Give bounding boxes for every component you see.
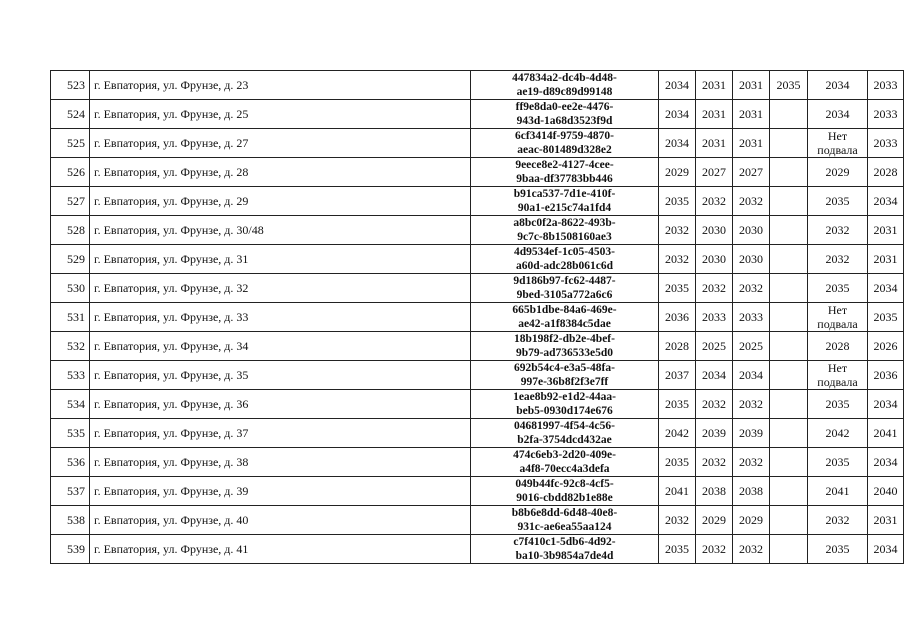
year-col-5 bbox=[808, 535, 868, 564]
year-col-2: 2031 bbox=[696, 129, 733, 158]
guid-line-1: 447834a2-dc4b-4d48- bbox=[512, 72, 617, 84]
guid-line-2: a4f8-70ecc4a3defa bbox=[519, 463, 610, 475]
table-row bbox=[51, 274, 904, 303]
year-col-1: 2034 bbox=[659, 100, 696, 129]
table-row bbox=[51, 100, 904, 129]
house-guid-cell bbox=[471, 506, 659, 535]
year-col-1: 2042 bbox=[659, 419, 696, 448]
year-col-5 bbox=[808, 477, 868, 506]
address-cell: г. Евпатория, ул. Фрунзе, д. 41 bbox=[90, 535, 471, 564]
table-row bbox=[51, 245, 904, 274]
year-col-6: 2034 bbox=[868, 274, 904, 303]
year-col-5 bbox=[808, 158, 868, 187]
year-col-2: 2031 bbox=[696, 71, 733, 100]
year-col-2: 2032 bbox=[696, 187, 733, 216]
address-cell: г. Евпатория, ул. Фрунзе, д. 28 bbox=[90, 158, 471, 187]
year-col-5-line-1: 2035 bbox=[825, 281, 850, 295]
year-col-1: 2034 bbox=[659, 129, 696, 158]
address-cell: г. Евпатория, ул. Фрунзе, д. 30/48 bbox=[90, 216, 471, 245]
year-col-2: 2032 bbox=[696, 535, 733, 564]
year-col-5-line-1: 2032 bbox=[825, 513, 850, 527]
year-col-3: 2032 bbox=[733, 535, 770, 564]
year-col-6: 2041 bbox=[868, 419, 904, 448]
table-row bbox=[51, 216, 904, 245]
row-number: 538 bbox=[51, 506, 90, 535]
year-col-6: 2034 bbox=[868, 187, 904, 216]
year-col-5-line-1: 2042 bbox=[825, 426, 850, 440]
year-col-1: 2032 bbox=[659, 245, 696, 274]
guid-line-1: 4d9534ef-1c05-4503- bbox=[514, 246, 615, 258]
house-guid-cell bbox=[471, 100, 659, 129]
address-cell: г. Евпатория, ул. Фрунзе, д. 32 bbox=[90, 274, 471, 303]
table-row bbox=[51, 448, 904, 477]
year-col-3: 2034 bbox=[733, 361, 770, 390]
year-col-4 bbox=[770, 303, 808, 332]
row-number: 535 bbox=[51, 419, 90, 448]
year-col-4 bbox=[770, 274, 808, 303]
year-col-6: 2034 bbox=[868, 535, 904, 564]
year-col-4 bbox=[770, 477, 808, 506]
year-col-5 bbox=[808, 419, 868, 448]
year-col-3: 2033 bbox=[733, 303, 770, 332]
year-col-1: 2037 bbox=[659, 361, 696, 390]
year-col-4 bbox=[770, 187, 808, 216]
house-guid-cell bbox=[471, 390, 659, 419]
guid-line-2: aeac-801489d328e2 bbox=[517, 144, 612, 156]
year-col-5-line-1: Нет bbox=[827, 303, 848, 317]
guid-line-2: beb5-0930d174e676 bbox=[516, 405, 613, 417]
row-number: 539 bbox=[51, 535, 90, 564]
year-col-4 bbox=[770, 535, 808, 564]
address-cell: г. Евпатория, ул. Фрунзе, д. 33 bbox=[90, 303, 471, 332]
year-col-3: 2031 bbox=[733, 100, 770, 129]
year-col-4 bbox=[770, 448, 808, 477]
house-guid-cell bbox=[471, 158, 659, 187]
year-col-6: 2034 bbox=[868, 390, 904, 419]
guid-line-2: 9bed-3105a772a6c6 bbox=[516, 289, 613, 301]
guid-line-1: 049b44fc-92c8-4cf5- bbox=[515, 478, 614, 490]
year-col-1: 2032 bbox=[659, 216, 696, 245]
year-col-3: 2032 bbox=[733, 274, 770, 303]
guid-line-2: 943d-1a68d3523f9d bbox=[516, 115, 613, 127]
address-cell: г. Евпатория, ул. Фрунзе, д. 27 bbox=[90, 129, 471, 158]
guid-line-1: c7f410c1-5db6-4d92- bbox=[513, 536, 616, 548]
year-col-4 bbox=[770, 129, 808, 158]
guid-line-1: b8b6e8dd-6d48-40e8- bbox=[511, 507, 618, 519]
address-cell: г. Евпатория, ул. Фрунзе, д. 38 bbox=[90, 448, 471, 477]
year-col-2: 2032 bbox=[696, 448, 733, 477]
year-col-5 bbox=[808, 71, 868, 100]
address-cell: г. Евпатория, ул. Фрунзе, д. 37 bbox=[90, 419, 471, 448]
year-col-5-line-1: 2028 bbox=[825, 339, 850, 353]
year-col-2: 2027 bbox=[696, 158, 733, 187]
year-col-5-line-1: 2035 bbox=[825, 397, 850, 411]
year-col-4: 2035 bbox=[770, 71, 808, 100]
house-guid-cell bbox=[471, 477, 659, 506]
guid-line-2: 931c-ae6ea55aa124 bbox=[517, 521, 612, 533]
year-col-6: 2040 bbox=[868, 477, 904, 506]
year-col-2: 2030 bbox=[696, 245, 733, 274]
year-col-3: 2031 bbox=[733, 71, 770, 100]
table-row bbox=[51, 332, 904, 361]
year-col-1: 2035 bbox=[659, 448, 696, 477]
year-col-4 bbox=[770, 390, 808, 419]
row-number: 524 bbox=[51, 100, 90, 129]
year-col-3: 2038 bbox=[733, 477, 770, 506]
row-number: 529 bbox=[51, 245, 90, 274]
year-col-1: 2035 bbox=[659, 390, 696, 419]
year-col-1: 2035 bbox=[659, 274, 696, 303]
year-col-5-line-2: подвала bbox=[817, 143, 858, 157]
table-row bbox=[51, 419, 904, 448]
year-col-5 bbox=[808, 245, 868, 274]
year-col-5 bbox=[808, 129, 868, 158]
year-col-5 bbox=[808, 274, 868, 303]
year-col-3: 2032 bbox=[733, 187, 770, 216]
year-col-2: 2038 bbox=[696, 477, 733, 506]
year-col-3: 2027 bbox=[733, 158, 770, 187]
housing-register-table bbox=[50, 70, 904, 564]
address-cell: г. Евпатория, ул. Фрунзе, д. 25 bbox=[90, 100, 471, 129]
year-col-3: 2030 bbox=[733, 245, 770, 274]
year-col-2: 2032 bbox=[696, 390, 733, 419]
year-col-2: 2032 bbox=[696, 274, 733, 303]
guid-line-1: 04681997-4f54-4c56- bbox=[514, 420, 615, 432]
year-col-3: 2032 bbox=[733, 390, 770, 419]
year-col-6: 2028 bbox=[868, 158, 904, 187]
house-guid-cell bbox=[471, 129, 659, 158]
year-col-6: 2035 bbox=[868, 303, 904, 332]
year-col-1: 2028 bbox=[659, 332, 696, 361]
guid-line-2: ae42-a1f8384c5dae bbox=[518, 318, 611, 330]
year-col-1: 2035 bbox=[659, 535, 696, 564]
year-col-3: 2039 bbox=[733, 419, 770, 448]
year-col-5-line-2: подвала bbox=[817, 317, 858, 331]
year-col-6: 2031 bbox=[868, 245, 904, 274]
year-col-5-line-1: 2029 bbox=[825, 165, 850, 179]
address-cell: г. Евпатория, ул. Фрунзе, д. 23 bbox=[90, 71, 471, 100]
guid-line-1: 9d186b97-fc62-4487- bbox=[513, 275, 616, 287]
year-col-6: 2034 bbox=[868, 448, 904, 477]
house-guid-cell bbox=[471, 71, 659, 100]
year-col-4 bbox=[770, 361, 808, 390]
table-body bbox=[51, 71, 904, 564]
table-row bbox=[51, 390, 904, 419]
year-col-2: 2033 bbox=[696, 303, 733, 332]
year-col-5-line-1: 2035 bbox=[825, 194, 850, 208]
year-col-5-line-1: 2035 bbox=[825, 455, 850, 469]
year-col-6: 2036 bbox=[868, 361, 904, 390]
address-cell: г. Евпатория, ул. Фрунзе, д. 39 bbox=[90, 477, 471, 506]
year-col-5 bbox=[808, 332, 868, 361]
year-col-3: 2031 bbox=[733, 129, 770, 158]
guid-line-1: 692b54c4-e3a5-48fa- bbox=[514, 362, 615, 374]
year-col-4 bbox=[770, 100, 808, 129]
year-col-5-line-1: Нет bbox=[827, 361, 848, 375]
year-col-1: 2035 bbox=[659, 187, 696, 216]
row-number: 530 bbox=[51, 274, 90, 303]
year-col-2: 2039 bbox=[696, 419, 733, 448]
row-number: 527 bbox=[51, 187, 90, 216]
table-row bbox=[51, 477, 904, 506]
year-col-6: 2031 bbox=[868, 216, 904, 245]
guid-line-2: 9c7c-8b1508160ae3 bbox=[517, 231, 612, 243]
address-cell: г. Евпатория, ул. Фрунзе, д. 40 bbox=[90, 506, 471, 535]
row-number: 528 bbox=[51, 216, 90, 245]
guid-line-1: ff9e8da0-ee2e-4476- bbox=[515, 101, 614, 113]
year-col-5 bbox=[808, 448, 868, 477]
row-number: 525 bbox=[51, 129, 90, 158]
house-guid-cell bbox=[471, 274, 659, 303]
year-col-5 bbox=[808, 303, 868, 332]
year-col-4 bbox=[770, 216, 808, 245]
house-guid-cell bbox=[471, 361, 659, 390]
guid-line-1: 665b1dbe-84a6-469e- bbox=[512, 304, 617, 316]
address-cell: г. Евпатория, ул. Фрунзе, д. 35 bbox=[90, 361, 471, 390]
table-row bbox=[51, 158, 904, 187]
guid-line-1: 9eece8e2-4127-4cee- bbox=[515, 159, 614, 171]
table-row bbox=[51, 535, 904, 564]
year-col-5 bbox=[808, 390, 868, 419]
row-number: 532 bbox=[51, 332, 90, 361]
address-cell: г. Евпатория, ул. Фрунзе, д. 31 bbox=[90, 245, 471, 274]
guid-line-1: 18b198f2-db2e-4bef- bbox=[514, 333, 615, 345]
year-col-5-line-1: 2032 bbox=[825, 252, 850, 266]
row-number: 533 bbox=[51, 361, 90, 390]
year-col-1: 2036 bbox=[659, 303, 696, 332]
year-col-6: 2033 bbox=[868, 100, 904, 129]
year-col-4 bbox=[770, 158, 808, 187]
address-cell: г. Евпатория, ул. Фрунзе, д. 29 bbox=[90, 187, 471, 216]
guid-line-1: a8bc0f2a-8622-493b- bbox=[513, 217, 616, 229]
year-col-5 bbox=[808, 506, 868, 535]
year-col-2: 2031 bbox=[696, 100, 733, 129]
year-col-2: 2029 bbox=[696, 506, 733, 535]
year-col-4 bbox=[770, 506, 808, 535]
guid-line-1: 1eae8b92-e1d2-44aa- bbox=[513, 391, 616, 403]
year-col-5-line-1: 2032 bbox=[825, 223, 850, 237]
year-col-6: 2026 bbox=[868, 332, 904, 361]
year-col-5 bbox=[808, 361, 868, 390]
guid-line-1: b91ca537-7d1e-410f- bbox=[513, 188, 616, 200]
year-col-2: 2034 bbox=[696, 361, 733, 390]
row-number: 531 bbox=[51, 303, 90, 332]
row-number: 526 bbox=[51, 158, 90, 187]
year-col-5-line-1: 2034 bbox=[825, 107, 850, 121]
guid-line-2: 9b79-ad736533e5d0 bbox=[515, 347, 614, 359]
year-col-2: 2025 bbox=[696, 332, 733, 361]
year-col-5 bbox=[808, 100, 868, 129]
year-col-5-line-1: 2035 bbox=[825, 542, 850, 556]
guid-line-2: b2fa-3754dcd432ae bbox=[517, 434, 612, 446]
year-col-1: 2029 bbox=[659, 158, 696, 187]
year-col-1: 2041 bbox=[659, 477, 696, 506]
row-number: 537 bbox=[51, 477, 90, 506]
guid-line-2: a60d-adc28b061c6d bbox=[515, 260, 614, 272]
year-col-3: 2025 bbox=[733, 332, 770, 361]
table-row bbox=[51, 187, 904, 216]
guid-line-2: 997e-36b8f2f3e7ff bbox=[520, 376, 609, 388]
guid-line-2: 9baa-df37783bb446 bbox=[516, 173, 613, 185]
address-cell: г. Евпатория, ул. Фрунзе, д. 34 bbox=[90, 332, 471, 361]
guid-line-1: 6cf3414f-9759-4870- bbox=[514, 130, 614, 142]
row-number: 534 bbox=[51, 390, 90, 419]
address-cell: г. Евпатория, ул. Фрунзе, д. 36 bbox=[90, 390, 471, 419]
year-col-1: 2034 bbox=[659, 71, 696, 100]
house-guid-cell bbox=[471, 419, 659, 448]
house-guid-cell bbox=[471, 216, 659, 245]
guid-line-1: 474c6eb3-2d20-409e- bbox=[513, 449, 616, 461]
row-number: 536 bbox=[51, 448, 90, 477]
year-col-1: 2032 bbox=[659, 506, 696, 535]
table-row bbox=[51, 129, 904, 158]
year-col-3: 2030 bbox=[733, 216, 770, 245]
year-col-5 bbox=[808, 216, 868, 245]
house-guid-cell bbox=[471, 303, 659, 332]
house-guid-cell bbox=[471, 245, 659, 274]
house-guid-cell bbox=[471, 448, 659, 477]
table-row bbox=[51, 303, 904, 332]
year-col-3: 2029 bbox=[733, 506, 770, 535]
year-col-5-line-1: 2041 bbox=[825, 484, 850, 498]
year-col-5 bbox=[808, 187, 868, 216]
house-guid-cell bbox=[471, 332, 659, 361]
row-number: 523 bbox=[51, 71, 90, 100]
year-col-5-line-2: подвала bbox=[817, 375, 858, 389]
year-col-4 bbox=[770, 332, 808, 361]
year-col-6: 2033 bbox=[868, 129, 904, 158]
year-col-4 bbox=[770, 245, 808, 274]
year-col-6: 2033 bbox=[868, 71, 904, 100]
guid-line-2: ba10-3b9854a7de4d bbox=[515, 550, 614, 562]
year-col-5-line-1: 2034 bbox=[825, 78, 850, 92]
year-col-3: 2032 bbox=[733, 448, 770, 477]
house-guid-cell bbox=[471, 535, 659, 564]
year-col-2: 2030 bbox=[696, 216, 733, 245]
house-guid-cell bbox=[471, 187, 659, 216]
year-col-5-line-1: Нет bbox=[827, 129, 848, 143]
table-row bbox=[51, 506, 904, 535]
year-col-4 bbox=[770, 419, 808, 448]
guid-line-2: 90a1-e215c74a1fd4 bbox=[517, 202, 612, 214]
guid-line-2: 9016-cbdd82b1e88e bbox=[516, 492, 613, 504]
table-row bbox=[51, 361, 904, 390]
guid-line-2: ae19-d89c89d99148 bbox=[516, 86, 613, 98]
year-col-6: 2031 bbox=[868, 506, 904, 535]
table-row bbox=[51, 71, 904, 100]
